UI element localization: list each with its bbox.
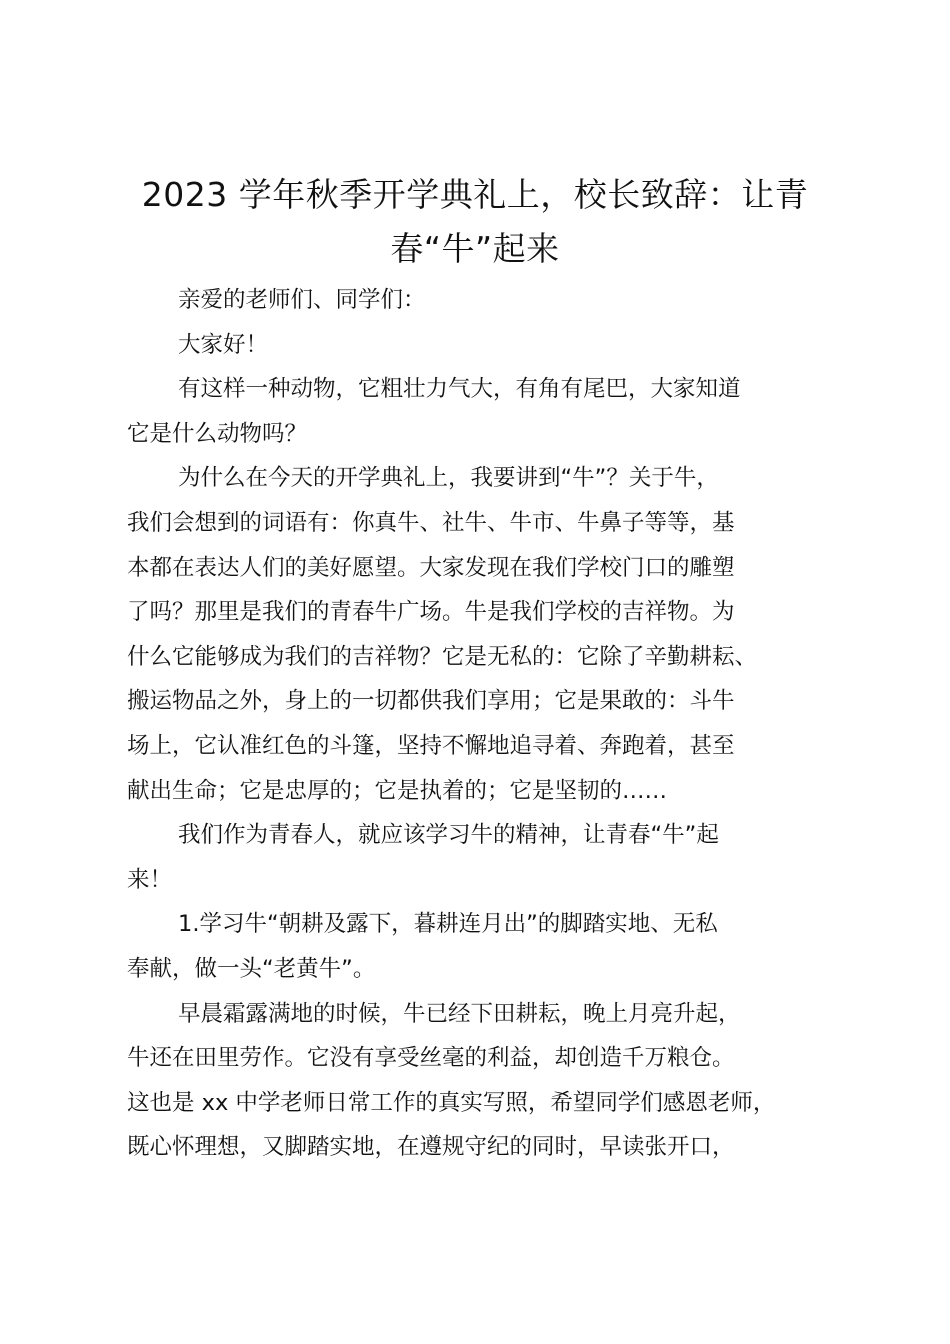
document-body: [127, 278, 847, 1170]
body-line-3: 有这样一种动物，它粗壮力气大，有角有尾巴，大家知道: [178, 376, 741, 403]
body-line-13: 我们作为青春人，就应该学习牛的精神，让青春“牛”起: [178, 822, 719, 849]
body-line-2: 大家好！: [178, 331, 269, 358]
body-line-5: 为什么在今天的开学典礼上，我要讲到“牛”？关于牛，: [178, 465, 719, 492]
body-line-16: 奉献，做一头“老黄牛”。: [127, 955, 376, 982]
body-line-10: 搬运物品之外，身上的一切都供我们享用；它是果敢的：斗牛: [127, 688, 735, 715]
body-line-11: 场上，它认准红色的斗篷，坚持不懈地追寻着、奔跑着，甚至: [127, 732, 735, 759]
body-line-18: 牛还在田里劳作。它没有享受丝毫的利益，却创造千万粮仓。: [127, 1045, 735, 1072]
body-line-1: 亲爱的老师们、同学们：: [178, 287, 426, 313]
title-line-1: 2023 学年秋季开学典礼上，校长致辞：让青: [141, 175, 809, 214]
title-line-2: 春“牛”起来: [390, 229, 560, 268]
body-line-15: 1.学习牛“朝耕及露下，暮耕连月出”的脚踏实地、无私: [178, 911, 718, 938]
body-line-20: 既心怀理想，又脚踏实地，在遵规守纪的同时，早读张开口，: [127, 1134, 735, 1161]
body-line-6: 我们会想到的词语有：你真牛、社牛、牛市、牛鼻子等等，基: [127, 509, 735, 536]
body-line-4: 它是什么动物吗？: [127, 420, 308, 447]
document-title: [110, 168, 840, 276]
body-line-14: 来！: [127, 866, 173, 893]
body-line-8: 了吗？那里是我们的青春牛广场。牛是我们学校的吉祥物。为: [127, 599, 735, 626]
body-line-19: 这也是 xx 中学老师日常工作的真实写照，希望同学们感恩老师，: [127, 1089, 776, 1116]
body-line-7: 本都在表达人们的美好愿望。大家发现在我们学校门口的雕塑: [127, 554, 735, 581]
body-line-12: 献出生命；它是忠厚的；它是执着的；它是坚韧的……: [127, 777, 668, 804]
body-line-9: 什么它能够成为我们的吉祥物？它是无私的：它除了辛勤耕耘、: [127, 643, 758, 670]
body-line-17: 早晨霜露满地的时候，牛已经下田耕耘，晚上月亮升起，: [178, 1000, 741, 1027]
